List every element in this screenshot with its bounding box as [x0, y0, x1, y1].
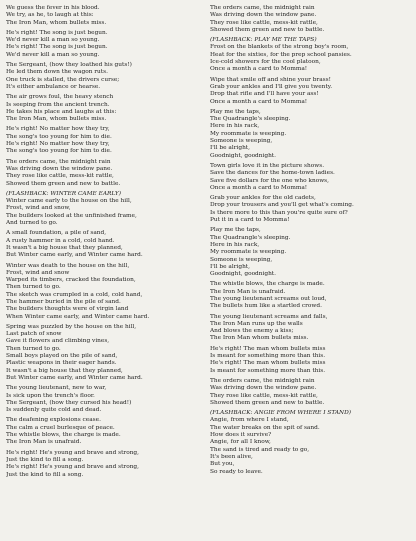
lyric-line: How does it survive? — [210, 432, 272, 439]
lyric-line: It's either ambulance or hearse. — [6, 83, 101, 90]
lyric-line: Once a month a card to Momma! — [210, 66, 308, 73]
lyric-line: The hammer buried in the pile of sand. — [6, 298, 121, 305]
lyric-line: Goodnight, goodnight. — [210, 271, 276, 278]
stanza — [6, 62, 204, 91]
stanza — [6, 417, 204, 446]
right-column — [210, 5, 410, 541]
lyric-line: The orders came, the midnight rain — [210, 377, 315, 384]
lyric-line: He's right! He's young and brave and strong, — [6, 449, 139, 456]
lyric-line: Frost, wind and snow, — [6, 205, 71, 212]
stanza — [210, 5, 410, 34]
section-heading: (FLASHBACK: PLAY ME THE TAPS) — [210, 37, 317, 44]
lyric-line: My roommate is weeping. — [210, 130, 287, 137]
lyric-line: The builders looked at the unfinished frame, — [6, 212, 137, 219]
stanza — [210, 314, 410, 343]
lyric-line: Showed them green and new to battle. — [6, 180, 121, 187]
lyric-line: One truck is stalled, the drivers curse; — [6, 76, 120, 83]
lyric-line: He's right! He's young and brave and strong, — [6, 464, 139, 471]
lyric-line: Just the kind to fill a song. — [6, 456, 84, 463]
lyric-line: The young lieutenant screams out loud, — [210, 295, 327, 302]
lyric-line: Drop that rifle and I'll have your ass! — [210, 91, 319, 98]
lyric-line: They rose like cattle, mess-kit rattle, — [6, 173, 114, 180]
lyric-line: Play me the taps, — [210, 108, 261, 115]
lyric-line: Grab your ankles for the old cadets, — [210, 195, 316, 202]
lyric-line: The young lieutenant screams and falls, — [210, 313, 328, 320]
lyric-line: So ready to leave. — [210, 468, 263, 475]
lyric-line: I'll be alright, — [210, 263, 250, 270]
lyric-line: Winter was death to the house on the hill, — [6, 262, 130, 269]
lyric-line: The sketch was crumpled in a cold, cold hand, — [6, 291, 143, 298]
lyric-line: The water breaks on the spit of sand. — [210, 424, 320, 431]
lyric-line: Here in his rack, — [210, 241, 260, 248]
lyric-line: The young lieutenant, new to war, — [6, 385, 107, 392]
lyric-line: Is there more to this than you're quite sure of? — [210, 209, 348, 216]
lyric-line: And blows the enemy a kiss; — [210, 328, 294, 335]
stanza — [210, 77, 410, 106]
stanza — [6, 191, 204, 227]
lyric-line: He's right! The man whom bullets miss — [210, 360, 326, 367]
stanza — [210, 37, 410, 73]
lyric-line: Is sick upon the trench's floor. — [6, 392, 95, 399]
lyric-line: The Quadrangle's sleeping. — [210, 234, 291, 241]
lyric-line: The Iron Man whom bullets miss. — [210, 335, 309, 342]
lyric-line: Spring was puzzled by the house on the hill, — [6, 323, 137, 330]
lyric-line: Ice-cold showers for the cool platoon, — [210, 59, 321, 66]
lyric-line: The sand is tired and ready to go, — [210, 446, 310, 453]
lyric-line: He's right! No matter how they try, — [6, 126, 110, 133]
lyric-line: Showed them green and new to battle. — [210, 399, 325, 406]
lyric-line: Someone is weeping, — [210, 256, 273, 263]
lyric-line: Then turned to go. — [6, 284, 61, 291]
lyric-line: When Winter came early, and Winter came hard. — [6, 313, 150, 320]
lyric-line: Is meant for something more than this. — [210, 353, 326, 360]
lyric-line: Is seeping from the ancient trench. — [6, 101, 110, 108]
stanza — [210, 410, 410, 476]
stanza — [210, 163, 410, 192]
lyric-line: He led them down the wagon ruts. — [6, 69, 108, 76]
stanza — [6, 126, 204, 155]
lyric-line: They rose like cattle, mess-kit rattle, — [210, 392, 318, 399]
lyric-line: The Sergeant, (how they cursed his head!) — [6, 399, 132, 406]
lyric-line: We'd never kill a man so young. — [6, 51, 100, 58]
lyric-line: A small foundation, a pile of sand, — [6, 230, 107, 237]
lyric-line: The deafening explosions cease. — [6, 417, 101, 424]
lyric-line: The air grows foul, the heavy stench — [6, 94, 114, 101]
lyric-line: Just the kind to fill a song. — [6, 471, 84, 478]
lyric-line: My roommate is weeping. — [210, 249, 287, 256]
lyric-line: But you, — [210, 461, 235, 468]
stanza — [210, 109, 410, 160]
lyric-line: The whistle blows, the charge is made. — [210, 281, 325, 288]
left-column — [6, 5, 204, 541]
lyric-line: He's right! No matter how they try, — [6, 141, 110, 148]
lyric-line: Wipe that smile off and shine your brass! — [210, 76, 331, 83]
lyric-line: Is meant for something more than this. — [210, 367, 326, 374]
lyric-line: Someone is weeping, — [210, 138, 273, 145]
stanza — [6, 450, 204, 479]
stanza — [6, 385, 204, 414]
lyric-line: Play me the taps, — [210, 227, 261, 234]
lyric-line: He takes his place and laughs at this: — [6, 108, 117, 115]
lyric-line: Then turned to go. — [6, 345, 61, 352]
lyric-line: It wasn't a big house that they planned, — [6, 244, 123, 251]
lyric-line: We guess the fever in his blood. — [6, 5, 100, 11]
lyric-line: The builders thoughts were of virgin land — [6, 306, 129, 313]
lyric-line: Town girls love it in the picture shows. — [210, 162, 325, 169]
lyric-line: It's been alive, — [210, 453, 253, 460]
lyric-line: Showed them green and new to battle. — [210, 26, 325, 33]
lyric-line: The whistle blows, the charge is made. — [6, 432, 121, 439]
stanza — [6, 324, 204, 382]
lyric-line: Is suddenly quite cold and dead. — [6, 407, 102, 414]
lyric-line: The song's too young for him to die. — [6, 133, 112, 140]
stanza — [210, 195, 410, 224]
lyric-line: Put it in a card to Momma! — [210, 217, 290, 224]
lyric-line: A rusty hammer in a cold, cold hand. — [6, 237, 115, 244]
section-heading: (FLASHBACK: WINTER CAME EARLY) — [6, 190, 121, 197]
stanza — [6, 94, 204, 123]
lyric-line: Heat for the sixties, for the prep school pansies. — [210, 51, 352, 58]
stanza — [6, 159, 204, 188]
stanza — [6, 263, 204, 321]
stanza — [6, 230, 204, 259]
lyric-line: Angie, from where I stand, — [210, 417, 289, 424]
lyric-line: The calm a cruel burlesque of peace. — [6, 424, 115, 431]
lyric-line: Once a month a card to Momma! — [210, 184, 308, 191]
lyric-line: Grab your ankles and I'll give you twenty. — [210, 83, 333, 90]
lyric-line: He's right! The song is just begun. — [6, 44, 108, 51]
lyric-line: Small boys played on the pile of sand, — [6, 353, 118, 360]
lyric-line: I'll be alright, — [210, 145, 250, 152]
lyric-line: The Iron Man is unafraid. — [6, 439, 82, 446]
lyric-line: The Iron Man is unafraid. — [210, 288, 286, 295]
lyric-line: And turned to go. — [6, 220, 58, 227]
stanza — [210, 378, 410, 407]
lyric-line: The Iron Man, whom bullets miss. — [6, 19, 107, 26]
stanza — [6, 5, 204, 27]
lyric-line: Last patch of snow — [6, 331, 62, 338]
lyric-line: It wasn't a big house that they planned, — [6, 367, 123, 374]
lyric-line: The orders came, the midnight rain — [6, 158, 111, 165]
stanza — [210, 281, 410, 310]
lyric-line: The Sergeant, (how they loathed his guts!) — [6, 62, 132, 69]
lyric-line: Winter came early to the house on the hill, — [6, 198, 132, 205]
lyric-line: Gave it flowers and climbing vines, — [6, 338, 110, 345]
lyric-line: Was driving down the window pane. — [210, 385, 317, 392]
lyric-line: We try, as he, to laugh at this: — [6, 12, 94, 19]
lyric-line: Goodnight, goodnight. — [210, 152, 276, 159]
lyric-line: Plastic weapons in their eager hands. — [6, 360, 117, 367]
lyric-line: But Winter came early, and Winter came hard. — [6, 252, 143, 259]
lyric-line: Drop your trousers and you'll get what's coming. — [210, 202, 354, 209]
lyric-line: He's right! The man whom bullets miss — [210, 345, 326, 352]
lyric-line: The song's too young for him to die. — [6, 148, 112, 155]
lyric-line: He's right! The song is just begun. — [6, 29, 108, 36]
stanza — [210, 227, 410, 278]
lyric-line: Frost on the blankets of the strong boy's room, — [210, 44, 349, 51]
lyric-line: Was driving down the window pane. — [6, 165, 113, 172]
lyric-line: But Winter came early, and Winter came hard. — [6, 374, 143, 381]
lyric-line: The Iron Man, whom bullets miss. — [6, 116, 107, 123]
lyric-line: The orders came, the midnight rain — [210, 5, 315, 11]
stanza — [6, 30, 204, 59]
lyric-line: They rose like cattle, mess-kit rattle, — [210, 19, 318, 26]
lyric-line: Once a month a card to Momma! — [210, 98, 308, 105]
section-heading: (FLASHBACK: ANGIE FROM WHERE I STAND) — [210, 410, 352, 417]
lyric-line: Warped its timbers, cracked the foundation, — [6, 277, 136, 284]
lyric-line: The Quadrangle's sleeping. — [210, 116, 291, 123]
lyric-line: Here in his rack, — [210, 123, 260, 130]
lyric-line: Was driving down the window pane. — [210, 12, 317, 19]
lyric-line: Frost, wind and snow — [6, 269, 70, 276]
stanza — [210, 346, 410, 375]
lyric-line: We'd never kill a man so young. — [6, 37, 100, 44]
lyric-line: Angie, for all I know, — [210, 439, 271, 446]
lyric-line: Save the dances for the home-town ladies. — [210, 170, 335, 177]
lyric-line: Save five dollars for the one who knows, — [210, 177, 329, 184]
lyric-line: The bullets hum like a startled crowd. — [210, 303, 322, 310]
lyric-line: The Iron Man runs up the walls — [210, 320, 303, 327]
